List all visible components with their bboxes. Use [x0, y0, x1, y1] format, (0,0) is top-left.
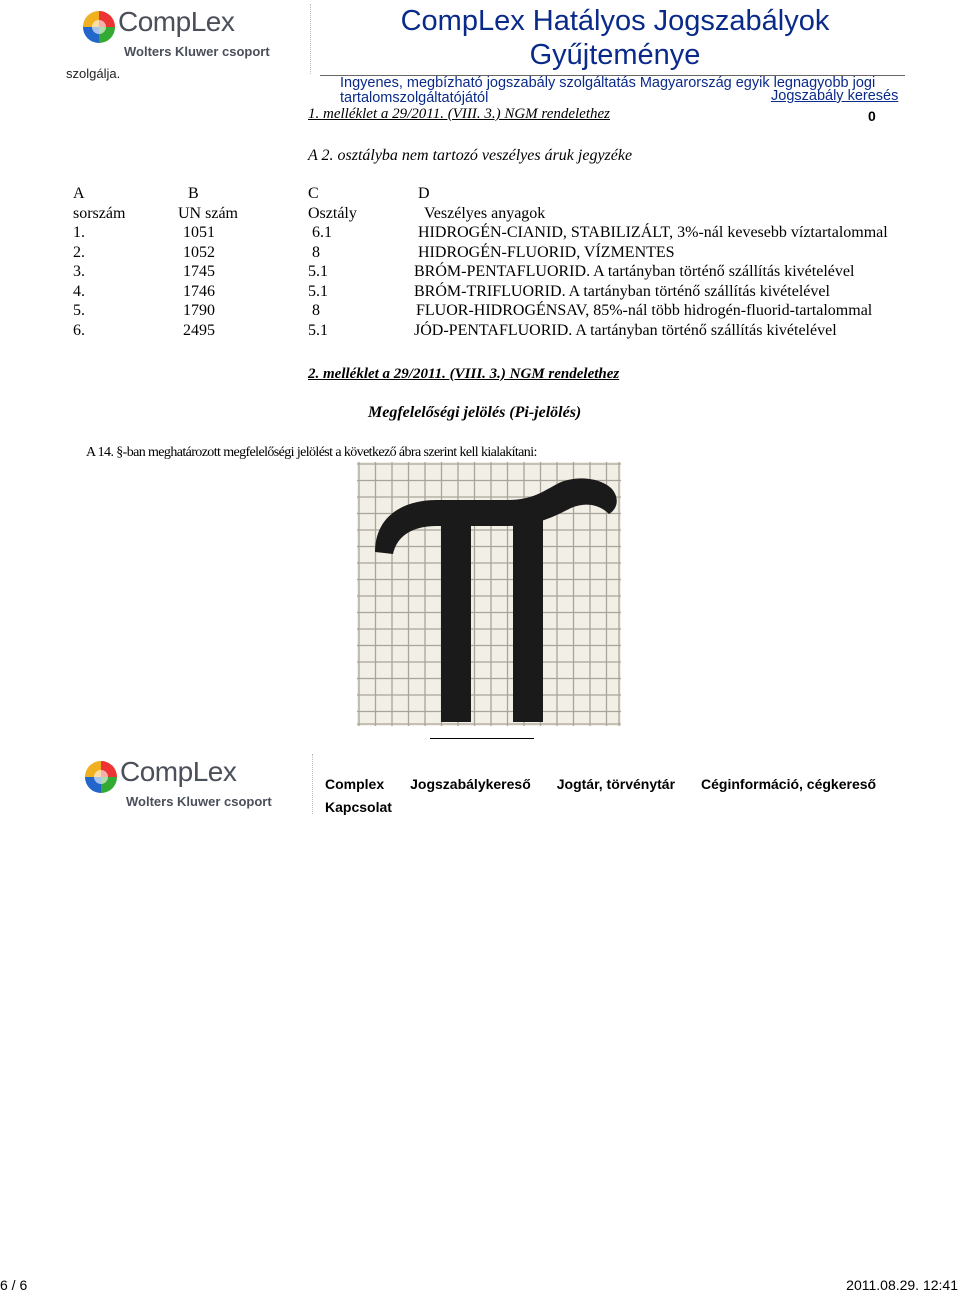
col-letter: C — [308, 185, 319, 202]
row-number: 3. — [73, 263, 85, 280]
un-number: 1745 — [183, 263, 215, 280]
un-number: 1790 — [183, 302, 215, 319]
annex2-heading: 2. melléklet a 29/2011. (VIII. 3.) NGM rendelethez — [308, 366, 620, 382]
logo-subtitle: Wolters Kluwer csoport — [126, 794, 272, 809]
header-divider — [310, 4, 312, 74]
annex1-heading: 1. melléklet a 29/2011. (VIII. 3.) NGM rendelethez — [308, 106, 610, 122]
col-header: sorszám — [73, 204, 126, 222]
annex2-intro: A 14. §-ban meghatározott megfelelőségi jelölést a következő ábra szerint kell kialakítani: — [86, 445, 537, 460]
row-number: 5. — [73, 302, 85, 319]
logo-subtitle: Wolters Kluwer csoport — [124, 44, 270, 59]
table-row — [73, 224, 888, 244]
class: 8 — [312, 243, 320, 261]
un-number: 2495 — [183, 321, 215, 339]
globe-icon — [84, 760, 118, 794]
col-letter: B — [188, 185, 199, 202]
footer-link-ceginformacio[interactable]: Céginformáció, cégkereső — [701, 776, 877, 792]
footer-nav — [325, 773, 925, 819]
class: 8 — [312, 302, 320, 319]
row-number: 2. — [73, 243, 85, 261]
class: 5.1 — [308, 282, 328, 300]
un-number: 1746 — [183, 282, 215, 300]
col-header: Veszélyes anyagok — [424, 204, 546, 222]
separator-line — [430, 738, 534, 739]
table-row — [73, 302, 888, 322]
annex1-subtitle: A 2. osztályba nem tartozó veszélyes áruk jegyzéke — [308, 147, 633, 164]
table-row — [73, 263, 888, 283]
substance: HIDROGÉN-FLUORID, VÍZMENTES — [418, 243, 675, 261]
substance: FLUOR-HIDROGÉNSAV, 85%-nál több hidrogén-fluorid-tartalommal — [416, 302, 873, 319]
hazard-table — [73, 185, 888, 341]
class: 5.1 — [308, 263, 328, 280]
table-letters-row — [73, 185, 888, 205]
footer-complex-logo[interactable] — [84, 756, 274, 810]
table-row — [73, 244, 888, 264]
counter: 0 — [868, 108, 876, 124]
row-number: 4. — [73, 282, 85, 300]
footer-divider — [312, 754, 314, 814]
un-number: 1051 — [183, 224, 215, 241]
annex2-subtitle: Megfelelőségi jelölés (Pi-jelölés) — [368, 404, 582, 421]
table-header-row — [73, 205, 888, 225]
site-title: CompLex Hatályos Jogszabályok Gyűjteménye — [400, 5, 830, 71]
footer-link-complex[interactable]: Complex — [325, 776, 385, 792]
print-datetime: 2011.08.29. 12:41 — [846, 1277, 958, 1293]
substance: BRÓM-PENTAFLUORID. A tartányban történő szállítás kivételével — [414, 263, 855, 280]
page-number: 6 / 6 — [0, 1277, 28, 1293]
footer-link-jogszabalykereso[interactable]: Jogszabálykereső — [410, 776, 531, 792]
table-row — [73, 322, 888, 342]
col-letter: A — [73, 185, 85, 202]
un-number: 1052 — [183, 243, 215, 261]
pi-mark-figure — [357, 462, 621, 726]
class: 5.1 — [308, 321, 328, 339]
substance: JÓD-PENTAFLUORID. A tartányban történő szállítás kivételével — [414, 321, 837, 339]
logo-brand: CompLex — [120, 756, 237, 787]
class: 6.1 — [312, 224, 332, 241]
substance: HIDROGÉN-CIANID, STABILIZÁLT, 3%-nál kevesebb víztartalommal — [418, 224, 888, 241]
logo-brand: CompLex — [118, 6, 235, 37]
row-number: 6. — [73, 321, 85, 339]
col-letter: D — [418, 185, 430, 202]
col-header: Osztály — [308, 204, 357, 222]
footer-link-jogtar[interactable]: Jogtár, törvénytár — [556, 776, 676, 792]
table-row — [73, 283, 888, 303]
site-tagline: Ingyenes, megbízható jogszabály szolgáltatás Magyarország egyik legnagyobb jogi tartalomszolgáltatójától — [340, 75, 876, 106]
substance: BRÓM-TRIFLUORID. A tartányban történő szállítás kivételével — [414, 282, 830, 300]
col-header: UN szám — [178, 204, 238, 222]
row-number: 1. — [73, 224, 85, 241]
globe-icon — [82, 10, 116, 44]
search-link[interactable]: Jogszabály keresés — [771, 88, 899, 104]
footer-link-kapcsolat[interactable]: Kapcsolat — [325, 799, 392, 815]
complex-logo[interactable] — [82, 6, 272, 60]
clipped-text: szolgálja. — [66, 66, 121, 81]
